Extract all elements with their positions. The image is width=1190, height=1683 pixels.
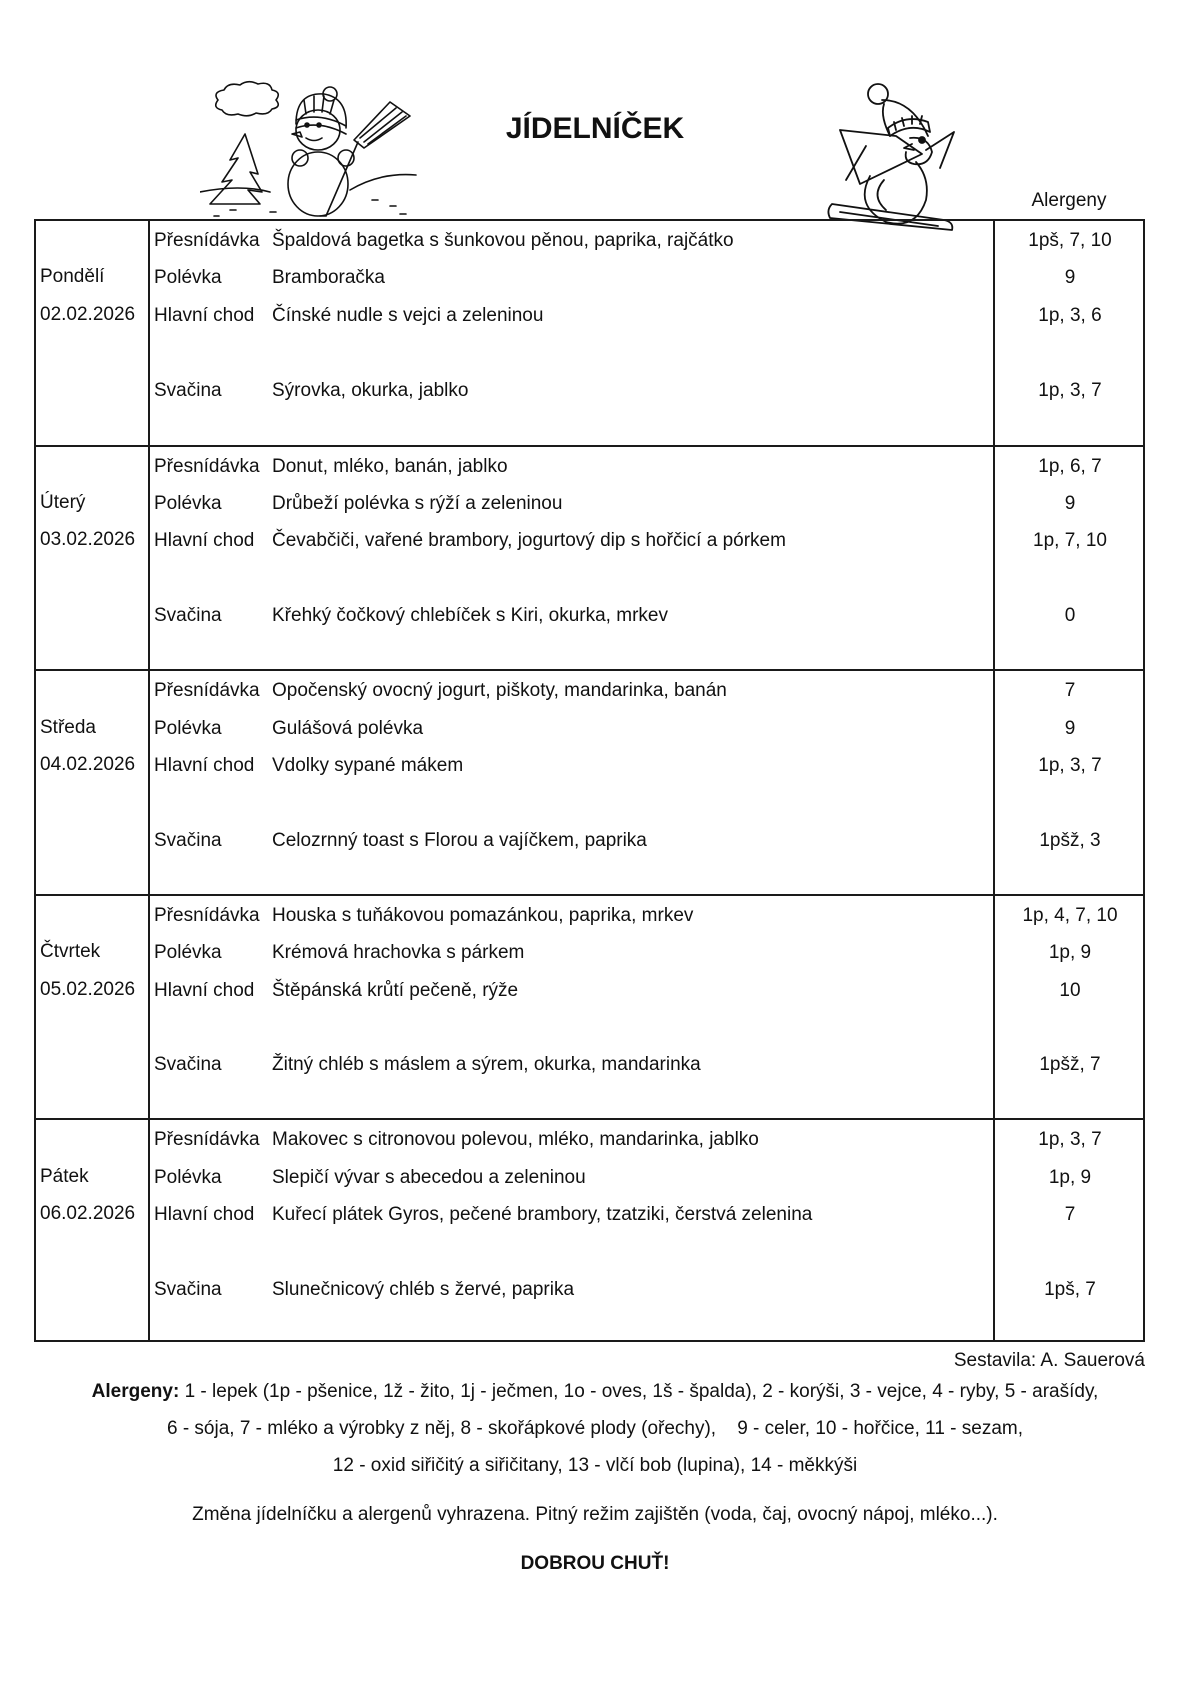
day-date: 02.02.2026 bbox=[40, 303, 136, 325]
meal-label: Svačina bbox=[154, 1054, 222, 1076]
meal-allergens: 1pšž, 7 bbox=[1039, 1054, 1101, 1076]
meal-dish: Čevabčiči, vařené brambory, jogurtový dip s hořčicí a pórkem bbox=[272, 530, 786, 552]
meal-row bbox=[36, 259, 1143, 296]
meal-row bbox=[36, 1159, 1143, 1196]
meal-allergens: 10 bbox=[1059, 979, 1081, 1001]
meal-dish: Vdolky sypané mákem bbox=[272, 754, 464, 776]
meal-allergens: 1p, 3, 7 bbox=[1038, 754, 1102, 776]
meal-allergens: 7 bbox=[1064, 680, 1076, 702]
meal-label: Přesnídávka bbox=[154, 1129, 260, 1151]
meal-row bbox=[36, 597, 1143, 634]
meal-allergens: 1p, 6, 7 bbox=[1038, 455, 1102, 477]
author-credit: Sestavila: A. Sauerová bbox=[953, 1350, 1145, 1371]
day-section bbox=[36, 445, 1143, 670]
meal-allergens: 1p, 3, 7 bbox=[1038, 1129, 1102, 1151]
meal-row bbox=[36, 822, 1143, 859]
meal-label: Svačina bbox=[154, 605, 222, 627]
day-section bbox=[36, 221, 1143, 446]
meal-row bbox=[36, 934, 1143, 971]
allergens-legend-text-1: 1 - lepek (1p - pšenice, 1ž - žito, 1j - ječmen, 1o - oves, 1š - špalda), 2 - korýši, 3 - vejce, 4 - ryby, 5 - arašídy, bbox=[179, 1381, 1099, 1402]
meal-dish: Žitný chléb s máslem a sýrem, okurka, mandarinka bbox=[272, 1054, 701, 1076]
meal-allergens: 9 bbox=[1064, 492, 1076, 514]
meal-allergens: 1p, 9 bbox=[1048, 1166, 1092, 1188]
meal-row bbox=[36, 297, 1143, 334]
meal-dish: Celozrnný toast s Florou a vajíčkem, paprika bbox=[272, 829, 647, 851]
meal-label: Hlavní chod bbox=[154, 1204, 255, 1226]
meal-dish: Čínské nudle s vejci a zeleninou bbox=[272, 304, 544, 326]
meal-dish: Sýrovka, okurka, jablko bbox=[272, 379, 469, 401]
meal-row bbox=[36, 222, 1143, 259]
penguin-skiing-illustration-icon bbox=[826, 80, 966, 232]
day-date: 03.02.2026 bbox=[40, 529, 136, 551]
meal-label: Přesnídávka bbox=[154, 230, 260, 251]
closing-wish: DOBROU CHUŤ! bbox=[520, 1553, 670, 1574]
meal-label: Přesnídávka bbox=[154, 904, 260, 926]
meal-dish: Štěpánská krůtí pečeně, rýže bbox=[272, 979, 519, 1001]
meal-label: Přesnídávka bbox=[154, 680, 260, 702]
page-title: JÍDELNÍČEK bbox=[505, 112, 685, 145]
meal-row bbox=[36, 972, 1143, 1009]
meal-label: Svačina bbox=[154, 1278, 222, 1300]
meal-allergens: 1p, 4, 7, 10 bbox=[1022, 904, 1118, 926]
meal-dish: Opočenský ovocný jogurt, piškoty, mandarinka, banán bbox=[272, 680, 727, 702]
allergens-legend-title: Alergeny: bbox=[91, 1381, 180, 1402]
meal-row bbox=[36, 1046, 1143, 1083]
meal-row bbox=[36, 522, 1143, 559]
allergens-column-header: Alergeny bbox=[1031, 190, 1107, 211]
meal-row bbox=[36, 1271, 1143, 1308]
meal-label: Polévka bbox=[154, 717, 222, 739]
meal-row bbox=[36, 897, 1143, 934]
meal-dish: Slepičí vývar s abecedou a zeleninou bbox=[272, 1166, 586, 1188]
meal-row bbox=[36, 1121, 1143, 1158]
day-section bbox=[36, 669, 1143, 894]
meal-label: Polévka bbox=[154, 942, 222, 964]
meal-label: Polévka bbox=[154, 267, 222, 289]
meal-allergens: 1pš, 7 bbox=[1044, 1278, 1096, 1300]
day-date: 06.02.2026 bbox=[40, 1203, 136, 1225]
meal-dish: Gulášová polévka bbox=[272, 717, 424, 739]
meal-allergens: 1pš, 7, 10 bbox=[1028, 230, 1112, 251]
meal-allergens: 1p, 3, 6 bbox=[1038, 304, 1102, 326]
meal-allergens: 1pšž, 3 bbox=[1039, 829, 1101, 851]
meal-allergens: 9 bbox=[1064, 717, 1076, 739]
meal-allergens: 1p, 7, 10 bbox=[1033, 530, 1107, 552]
day-name: Pondělí bbox=[40, 266, 105, 288]
allergens-legend-line-1 bbox=[0, 1381, 1190, 1403]
meal-dish: Špaldová bagetka s šunkovou pěnou, paprika, rajčátko bbox=[272, 230, 734, 251]
meal-dish: Bramboračka bbox=[272, 267, 385, 289]
meal-label: Přesnídávka bbox=[154, 455, 260, 477]
snowman-illustration-icon bbox=[200, 72, 420, 220]
meal-label: Svačina bbox=[154, 829, 222, 851]
meal-label: Polévka bbox=[154, 1166, 222, 1188]
meal-allergens: 1p, 9 bbox=[1048, 942, 1092, 964]
allergens-legend-line-3: 12 - oxid siřičitý a siřičitany, 13 - vlčí bob (lupina), 14 - měkkýši bbox=[332, 1455, 858, 1476]
meal-dish: Křehký čočkový chlebíček s Kiri, okurka, mrkev bbox=[272, 605, 668, 627]
day-name: Středa bbox=[40, 716, 96, 738]
day-section bbox=[36, 894, 1143, 1119]
meal-row bbox=[36, 1196, 1143, 1233]
menu-table bbox=[34, 219, 1145, 1342]
meal-label: Polévka bbox=[154, 492, 222, 514]
meal-label: Hlavní chod bbox=[154, 754, 255, 776]
meal-allergens: 7 bbox=[1064, 1204, 1076, 1226]
day-date: 05.02.2026 bbox=[40, 978, 136, 1000]
meal-dish: Donut, mléko, banán, jablko bbox=[272, 455, 508, 477]
meal-dish: Krémová hrachovka s párkem bbox=[272, 942, 525, 964]
meal-allergens: 1p, 3, 7 bbox=[1038, 379, 1102, 401]
meal-dish: Kuřecí plátek Gyros, pečené brambory, tzatziki, čerstvá zelenina bbox=[272, 1204, 813, 1226]
meal-row bbox=[36, 372, 1143, 409]
meal-label: Svačina bbox=[154, 379, 222, 401]
meal-row bbox=[36, 485, 1143, 522]
day-date: 04.02.2026 bbox=[40, 753, 136, 775]
meal-row bbox=[36, 747, 1143, 784]
day-name: Čtvrtek bbox=[40, 941, 101, 963]
meal-row bbox=[36, 672, 1143, 709]
meal-dish: Houska s tuňákovou pomazánkou, paprika, mrkev bbox=[272, 904, 694, 926]
meal-allergens: 9 bbox=[1064, 267, 1076, 289]
meal-label: Hlavní chod bbox=[154, 979, 255, 1001]
meal-row bbox=[36, 710, 1143, 747]
day-name: Pátek bbox=[40, 1165, 89, 1187]
menu-note: Změna jídelníčku a alergenů vyhrazena. Pitný režim zajištěn (voda, čaj, ovocný nápoj, mléko...). bbox=[192, 1504, 998, 1525]
allergens-legend-line-2: 6 - sója, 7 - mléko a výrobky z něj, 8 - skořápkové plody (ořechy), 9 - celer, 10 - hořčice, 11 - sezam, bbox=[166, 1418, 1024, 1439]
meal-dish: Slunečnicový chléb s žervé, paprika bbox=[272, 1278, 575, 1300]
meal-dish: Drůbeží polévka s rýží a zeleninou bbox=[272, 492, 563, 514]
meal-label: Hlavní chod bbox=[154, 530, 255, 552]
meal-allergens: 0 bbox=[1064, 605, 1076, 627]
day-section bbox=[36, 1118, 1143, 1343]
meal-dish: Makovec s citronovou polevou, mléko, mandarinka, jablko bbox=[272, 1129, 759, 1151]
day-name: Úterý bbox=[40, 491, 86, 513]
meal-label: Hlavní chod bbox=[154, 304, 255, 326]
meal-row bbox=[36, 448, 1143, 485]
